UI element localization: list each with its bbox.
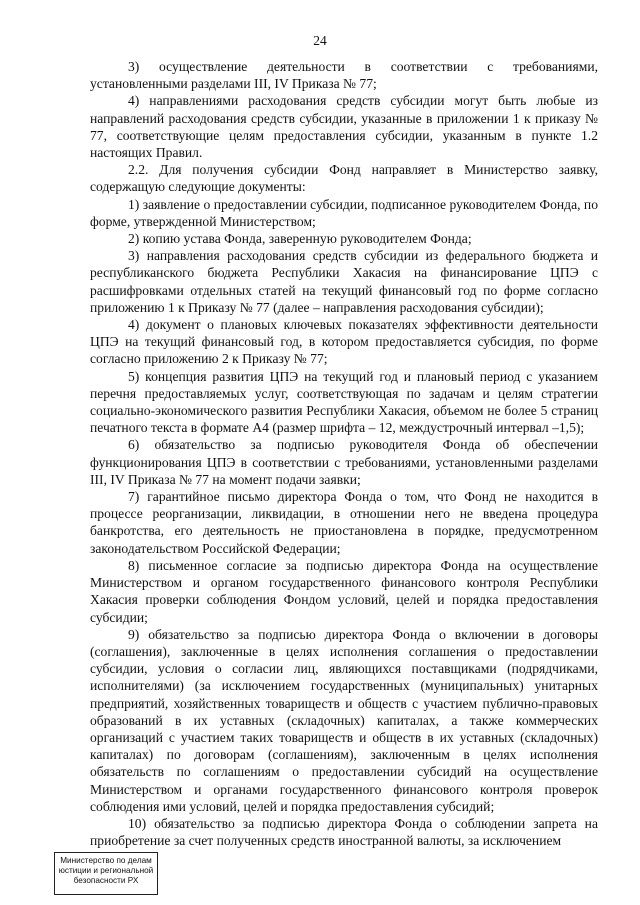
list-item-2-charter-copy: 2) копию устава Фонда, заверенную руководителем Фонда; bbox=[128, 231, 472, 247]
paragraph-4-spending-directions: 4) направлениями расходования средств субсидии могут быть любые из направлений расходования средств субсидии, указанные в приложении 1 к приказу № 77, соответствующие целям предоставления субсидии, указанным в пункте 1.2 настоящих Правил. bbox=[90, 93, 598, 161]
stamp-line: безопасности РХ bbox=[73, 876, 139, 885]
page-number: 24 bbox=[313, 33, 327, 48]
list-item-8-written-consent: 8) письменное согласие за подписью директора Фонда на осуществление Министерством и органом государственного финансового контроля Республики Хакасия проверки соблюдения Фондом условий, целей и порядка предоставления субсидии; bbox=[90, 557, 598, 625]
list-item-3-spending-directions: 3) направления расходования средств субсидии из федерального бюджета и республиканского бюджета Республики Хакасия на финансирование ЦПЭ с расшифровками отдельных статей на текущий финансовый год по форме согласно приложению 1 к Приказу № 77 (далее – направления расходования субсидии); bbox=[90, 248, 598, 315]
list-item-9-contract-obligation: 9) обязательство за подписью директора Фонда о включении в договоры (соглашения), заключенные в целях исполнения соглашения о предоставлении субсидии, условия о согласии лиц, являющихся поставщиками (подрядчиками, исполнителями) (за исключением государственных (муниципальных) унитарных предприятий, хозяйственных товариществ и обществ с участием публично-правовых образований в их уставных (складочных) капиталах, а также коммерческих организаций с участием таких товариществ и обществ в их уставных (складочных) капиталах) по договорам (соглашениям), заключенным в целях исполнения обязательств по соглашениям о предоставлении субсидий на осуществление Министерством и органами государственного финансового контроля проверок соблюдения ими условий, целей и порядка предоставления субсидий; bbox=[90, 626, 598, 814]
stamp-line: Министерство по делам bbox=[60, 856, 152, 865]
stamp-line: юстиции и региональной bbox=[58, 866, 154, 875]
paragraph-3-activity: 3) осуществление деятельности в соответствии с требованиями, установленными разделами III, IV Приказа № 77; bbox=[90, 59, 598, 92]
list-item-4-kpi-document: 4) документ о плановых ключевых показателях эффективности деятельности ЦПЭ на текущий финансовый год, в котором предоставляется субсидия, по форме согласно приложению 2 к Приказу № 77; bbox=[90, 317, 598, 367]
paragraph-2-2-application: 2.2. Для получения субсидии Фонд направляет в Министерство заявку, содержащую следующие документы: bbox=[90, 162, 598, 195]
registration-stamp bbox=[54, 852, 158, 895]
list-item-6-obligation: 6) обязательство за подписью руководителя Фонда об обеспечении функционирования ЦПЭ в соответствии с требованиями, установленными разделами III, IV Приказа № 77 на момент подачи заявки; bbox=[90, 437, 598, 487]
list-item-5-development-concept: 5) концепция развития ЦПЭ на текущий год и плановый период с указанием перечня предоставляемых услуг, соответствующая по задачам и целям стратегии социально-экономического развития Республики Хакасия, объемом не более 5 страниц печатного текста в формате А4 (размер шрифта – 12, междустрочный интервал –1,5); bbox=[90, 368, 598, 436]
list-item-7-guarantee-letter: 7) гарантийное письмо директора Фонда о том, что Фонд не находится в процессе реорганизации, ликвидации, в отношении него не введена процедура банкротства, его деятельность не приостановлена в порядке, предусмотренном законодательством Российской Федерации; bbox=[90, 489, 598, 556]
list-item-10-currency-prohibition: 10) обязательство за подписью директора Фонда о соблюдении запрета на приобретение за счет полученных средств иностранной валюты, за исключением bbox=[90, 815, 598, 849]
document-body bbox=[90, 58, 598, 849]
list-item-1-statement: 1) заявление о предоставлении субсидии, подписанное руководителем Фонда, по форме, утвержденной Министерством; bbox=[90, 196, 598, 229]
